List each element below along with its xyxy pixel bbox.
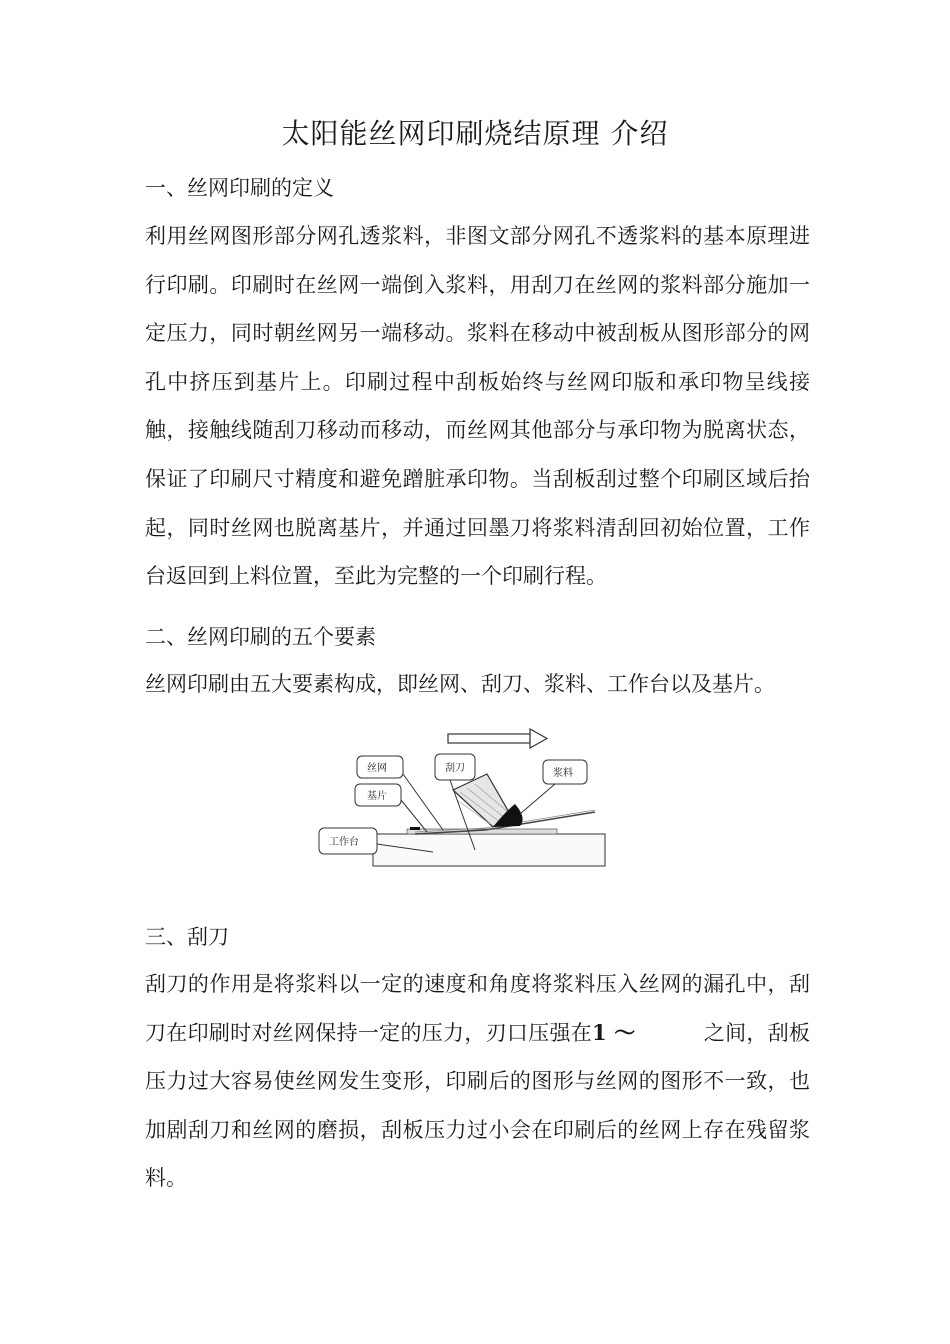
section-heading-squeegee: 三、刮刀 (145, 925, 229, 949)
page-title: 太阳能丝网印刷烧结原理 介绍 (281, 117, 669, 150)
diagram-svg (315, 722, 615, 872)
label-substrate-text: 基片 (367, 791, 387, 802)
section-body-squeegee (145, 960, 810, 1203)
section-body-definition: 利用丝网图形部分网孔透浆料，非图文部分网孔不透浆料的基本原理进行印刷。印刷时在丝网一端倒入浆料，用刮刀在丝网的浆料部分施加一定压力，同时朝丝网另一端移动。浆料在移动中被刮板从图形部分的网孔中挤压到基片上。印刷过程中刮板始终与丝网印版和承印物呈线接触，接触线随刮刀移动而移动，而丝网其他部分与承印物为脱离状态，保证了印刷尺寸精度和避免蹭脏承印物。当刮板刮过整个印刷区域后抬起，同时丝网也脱离基片，并通过回墨刀将浆料清刮回初始位置，工作台返回到上料位置，至此为完整的一个印刷行程。 (145, 224, 810, 589)
label-paste (520, 760, 587, 814)
squeegee-text-part1: 刮刀的作用是将浆料以一定的速度和角度将浆料压入丝网的漏孔中，刮刀在印刷时对丝网保持一定的压力，刃口压强在 (145, 972, 810, 1045)
label-substrate (355, 784, 427, 832)
worktable-shape (373, 834, 605, 866)
pressure-value: 1 ～ (592, 1019, 636, 1045)
label-worktable-text: 工作台 (329, 837, 359, 848)
label-screen-text: 丝网 (367, 763, 387, 774)
label-squeegee-text: 刮刀 (445, 763, 465, 774)
section-body-elements: 丝网印刷由五大要素构成，即丝网、刮刀、浆料、工作台以及基片。 (145, 672, 775, 696)
screen-printing-diagram (315, 722, 615, 872)
section-heading-elements: 二、丝网印刷的五个要素 (145, 625, 376, 649)
section-heading-definition: 一、丝网印刷的定义 (145, 176, 334, 200)
label-paste-text: 浆料 (553, 768, 573, 779)
direction-arrow-icon (448, 729, 547, 748)
squeegee-text-part2: 之间，刮板压力过大容易使丝网发生变形，印刷后的图形与丝网的图形不一致，也加剧刮刀和丝网的磨损，刮板压力过小会在印刷后的丝网上存在残留浆料。 (145, 1020, 810, 1191)
